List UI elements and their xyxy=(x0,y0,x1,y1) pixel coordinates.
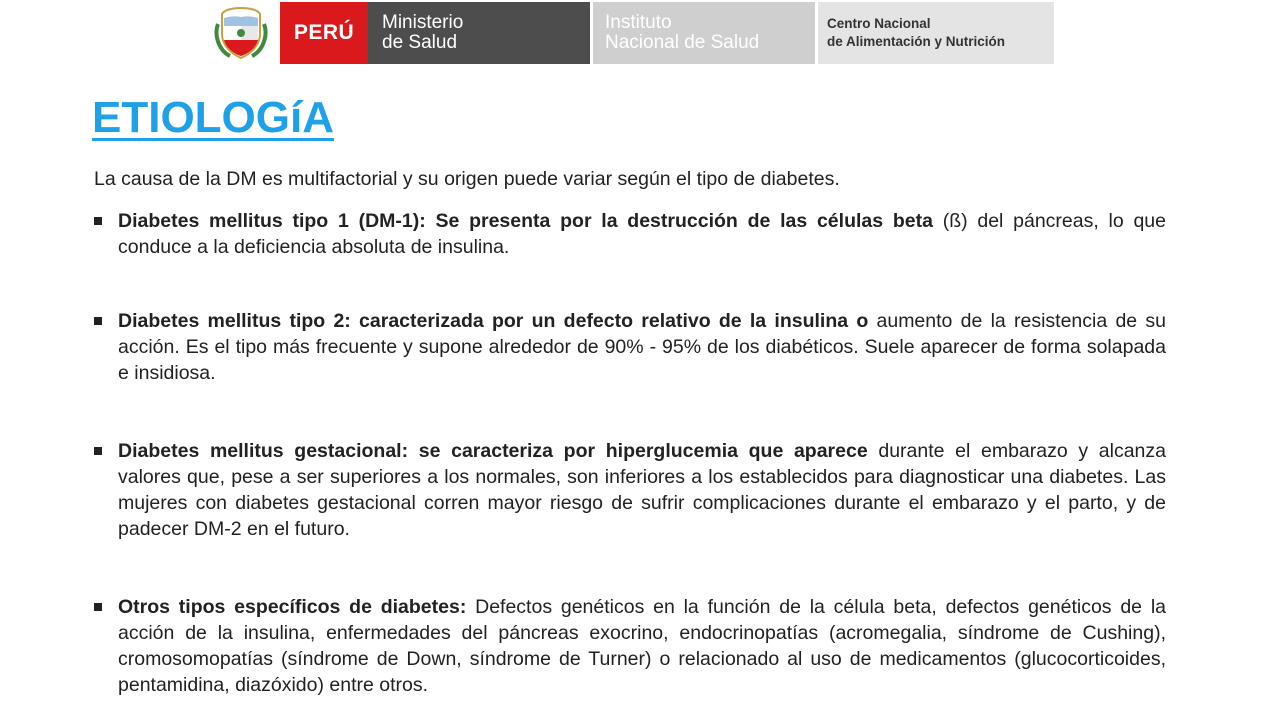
header-banner xyxy=(202,2,1054,64)
bullet-body-text: Defectos genéticos en la función de la célula beta, defectos genéticos de la acción de la insulina, enfermedades del páncreas exocrino, endocrinopatías (acromegalia, síndrome de Cushing), cromosomopatías (síndrome de Down, síndrome de Turner) o relacionado al uso de medicamentos (glucocorticoides, pentamidina, diazóxido) entre otros. xyxy=(118,596,1166,696)
bullet-other-types xyxy=(118,594,1166,698)
intro-text: La causa de la DM es multifactorial y su origen puede variar según el tipo de diabetes. xyxy=(94,168,840,190)
square-bullet-icon xyxy=(94,603,102,611)
institute-line-1: Instituto xyxy=(605,12,672,33)
coat-of-arms-icon xyxy=(212,4,270,62)
bullet-body-text: (ß) del páncreas, lo que conduce a la deficiencia absoluta de insulina. xyxy=(118,210,1166,258)
institute-line-2: Nacional de Salud xyxy=(605,32,760,53)
ministry-logo xyxy=(368,2,590,64)
center-line-2: de Alimentación y Nutrición xyxy=(827,34,1006,49)
square-bullet-icon xyxy=(94,447,102,455)
ministry-line-1: Ministerio xyxy=(382,12,464,33)
peru-logo-text: PERÚ xyxy=(293,21,355,44)
bullet-bold-text: Diabetes mellitus gestacional: se caracteriza por hiperglucemia que aparece xyxy=(118,440,868,462)
bullet-bold-text: Otros tipos específicos de diabetes: xyxy=(118,596,467,618)
square-bullet-icon xyxy=(94,217,102,225)
ministry-line-2: de Salud xyxy=(382,32,458,53)
bullet-bold-text: Diabetes mellitus tipo 2: caracterizada por un defecto relativo de la insulina o xyxy=(118,310,869,332)
square-bullet-icon xyxy=(94,317,102,325)
peru-logo xyxy=(280,2,368,64)
coat-of-arms-seal xyxy=(202,2,280,64)
center-line-1: Centro Nacional xyxy=(827,16,931,31)
bullet-body-text: aumento de la resistencia de su acción. Es el tipo más frecuente y supone alrededor de 90% - 95% de los diabéticos. Suele aparecer de forma solapada e insidiosa. xyxy=(118,310,1166,384)
bullet-body-text: durante el embarazo y alcanza valores que, pese a ser superiores a los normales, son inferiores a los establecidos para diagnosticar una diabetes. Las mujeres con diabetes gestacional corren mayor riesgo de sufrir complicaciones durante el embarazo y el parto, y de padecer DM-2 en el futuro. xyxy=(118,440,1166,540)
bullet-dm2 xyxy=(118,308,1166,386)
slide-title: ETIOLOGíA xyxy=(92,93,334,142)
bullet-dm1 xyxy=(118,208,1166,260)
bullet-gestational xyxy=(118,438,1166,542)
bullet-bold-text: Diabetes mellitus tipo 1 (DM-1): Se presenta por la destrucción de las células beta xyxy=(118,210,933,232)
center-logo xyxy=(818,2,1054,64)
institute-logo xyxy=(593,2,815,64)
